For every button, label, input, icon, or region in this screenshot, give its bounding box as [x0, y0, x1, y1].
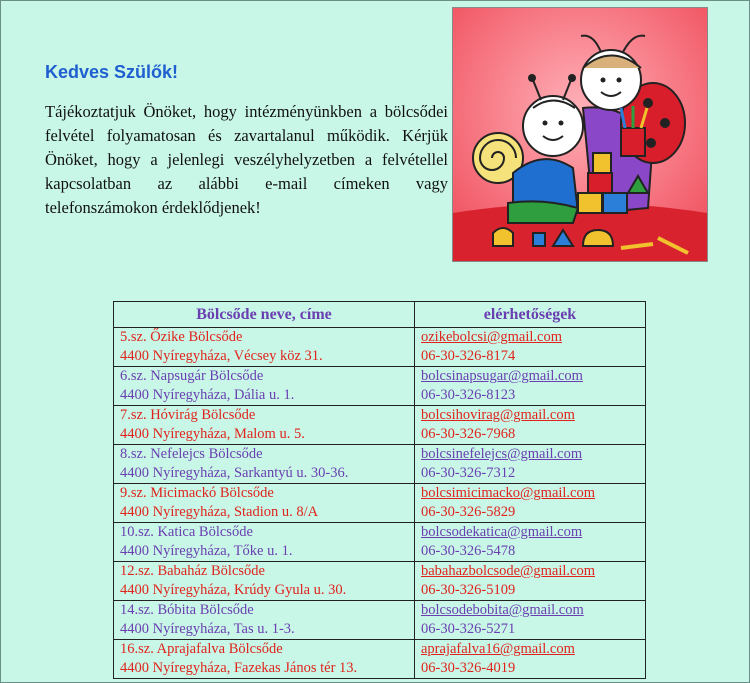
table-row	[114, 367, 646, 406]
nursery-email-link[interactable]: ozikebolcsi@gmail.com	[421, 329, 562, 345]
greeting-heading: Kedves Szülők!	[45, 62, 179, 82]
nursery-email-link[interactable]: bolcsinefelejcs@gmail.com	[421, 446, 583, 462]
nursery-name-address-cell	[114, 367, 415, 406]
nursery-contact-cell	[415, 523, 646, 562]
nursery-phone: 06-30-326-5829	[421, 504, 516, 520]
table-row	[114, 601, 646, 640]
nursery-name: 5.sz. Őzike Bölcsőde	[120, 329, 243, 345]
nursery-name: 8.sz. Nefelejcs Bölcsőde	[120, 446, 263, 462]
nursery-name: 10.sz. Katica Bölcsőde	[120, 524, 253, 540]
nursery-email-link[interactable]: bolcsodekatica@gmail.com	[421, 524, 583, 540]
nursery-address: 4400 Nyíregyháza, Stadion u. 8/A	[120, 504, 319, 520]
nursery-address: 4400 Nyíregyháza, Dália u. 1.	[120, 387, 295, 403]
nursery-phone: 06-30-326-5109	[421, 582, 516, 598]
nursery-address: 4400 Nyíregyháza, Krúdy Gyula u. 30.	[120, 582, 347, 598]
nursery-name: 14.sz. Bóbita Bölcsőde	[120, 602, 254, 618]
table-row	[114, 640, 646, 679]
table-row	[114, 523, 646, 562]
nursery-email-link[interactable]: bolcsodebobita@gmail.com	[421, 602, 584, 618]
nursery-name-address-cell	[114, 445, 415, 484]
nursery-name: 9.sz. Micimackó Bölcsőde	[120, 485, 274, 501]
nursery-address: 4400 Nyíregyháza, Malom u. 5.	[120, 426, 305, 442]
nursery-phone: 06-30-326-4019	[421, 660, 516, 676]
nursery-contact-cell	[415, 328, 646, 367]
nursery-address: 4400 Nyíregyháza, Tas u. 1-3.	[120, 621, 295, 637]
nursery-phone: 06-30-326-5271	[421, 621, 516, 637]
table-row	[114, 445, 646, 484]
table-row	[114, 406, 646, 445]
nursery-phone: 06-30-326-8174	[421, 348, 516, 364]
nursery-contact-cell	[415, 601, 646, 640]
nursery-name-address-cell	[114, 562, 415, 601]
nursery-contact-cell	[415, 367, 646, 406]
nursery-phone: 06-30-326-8123	[421, 387, 516, 403]
nursery-name-address-cell	[114, 523, 415, 562]
nursery-phone: 06-30-326-5478	[421, 543, 516, 559]
header-contacts: elérhetőségek	[415, 302, 646, 328]
nursery-name: 6.sz. Napsugár Bölcsőde	[120, 368, 264, 384]
table-header-row	[114, 302, 646, 328]
nursery-contact-cell	[415, 445, 646, 484]
nursery-name-address-cell	[114, 640, 415, 679]
table-row	[114, 328, 646, 367]
table-row	[114, 562, 646, 601]
children-playing-blocks-illustration	[452, 7, 708, 262]
nursery-name-address-cell	[114, 484, 415, 523]
nursery-email-link[interactable]: babahazbolcsode@gmail.com	[421, 563, 595, 579]
nursery-address: 4400 Nyíregyháza, Fazekas János tér 13.	[120, 660, 358, 676]
intro-paragraph: Tájékoztatjuk Önöket, hogy intézményünkben a bölcsődei felvétel folyamatosan és zavartalanul működik. Kérjük Önöket, hogy a jelenlegi veszélyhelyzetben a felvétellel kapcsolatban az alábbi e-mail címeken vagy telefonszámokon érdeklődjenek!	[45, 102, 448, 217]
nursery-phone: 06-30-326-7968	[421, 426, 516, 442]
nursery-contact-cell	[415, 406, 646, 445]
table-row	[114, 484, 646, 523]
nursery-address: 4400 Nyíregyháza, Tőke u. 1.	[120, 543, 293, 559]
nursery-email-link[interactable]: aprajafalva16@gmail.com	[421, 641, 575, 657]
nursery-address: 4400 Nyíregyháza, Sarkantyú u. 30-36.	[120, 465, 349, 481]
nursery-name-address-cell	[114, 406, 415, 445]
nursery-address: 4400 Nyíregyháza, Vécsey köz 31.	[120, 348, 323, 364]
nursery-contact-cell	[415, 562, 646, 601]
nursery-email-link[interactable]: bolcsihovirag@gmail.com	[421, 407, 575, 423]
nursery-name: 7.sz. Hóvirág Bölcsőde	[120, 407, 256, 423]
nursery-contact-cell	[415, 484, 646, 523]
nursery-name-address-cell	[114, 328, 415, 367]
header-name-address: Bölcsőde neve, címe	[114, 302, 415, 328]
nursery-name-address-cell	[114, 601, 415, 640]
nursery-name: 12.sz. Babaház Bölcsőde	[120, 563, 265, 579]
nursery-contact-cell	[415, 640, 646, 679]
nursery-phone: 06-30-326-7312	[421, 465, 516, 481]
nursery-email-link[interactable]: bolcsinapsugar@gmail.com	[421, 368, 583, 384]
nursery-email-link[interactable]: bolcsimicimacko@gmail.com	[421, 485, 596, 501]
nursery-contacts-table	[113, 301, 646, 679]
nursery-name: 16.sz. Aprajafalva Bölcsőde	[120, 641, 283, 657]
